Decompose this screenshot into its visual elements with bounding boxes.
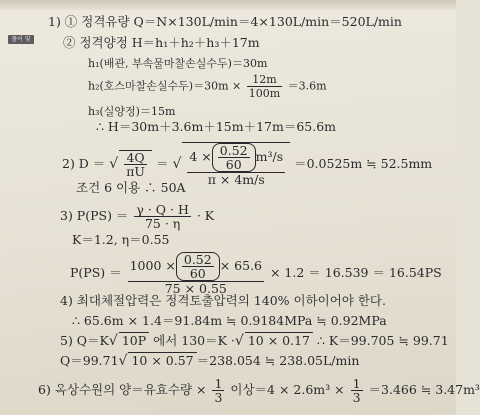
q2-inner-num: 0.52 — [219, 143, 248, 158]
q3-calc-label: P(PS) ＝ — [70, 265, 122, 280]
h2-result: ＝3.6m — [287, 79, 327, 93]
sqrt-symbol: √ — [109, 156, 119, 172]
q6-line — [38, 377, 480, 404]
q1-h2 — [88, 73, 327, 100]
q3-num: γ · Q · H — [136, 202, 189, 217]
q3-calculation — [70, 252, 442, 295]
page-top-shadow — [0, 0, 456, 10]
q3-calc-fraction — [128, 252, 264, 295]
q5-sqrt3: 10 × 0.57 — [128, 352, 196, 369]
h2-prefix: h₂(호스마찰손실수두)＝30m × — [88, 79, 242, 93]
h2-numerator: 12m — [247, 73, 282, 87]
q2-condition: 조건 6 이용 ∴ 50A — [76, 180, 186, 195]
q3-den: 75 · η — [144, 216, 181, 231]
q3-calc-inner — [182, 253, 214, 280]
q3-calc-num-pre: 1000 × — [129, 258, 176, 273]
q2-inner-den: 60 — [225, 157, 242, 172]
q2-eq: ＝ — [155, 156, 169, 171]
q3-calc-num — [128, 252, 264, 282]
q3-calc-paren — [176, 252, 220, 281]
q3-calc-result: × 1.2 ＝ 16.539 ＝ 16.54PS — [269, 265, 442, 280]
q2-sqrt-fraction — [124, 151, 147, 178]
h2-fraction — [247, 73, 282, 100]
q6-mid: 이상＝4 × 2.6m³ × — [230, 382, 345, 397]
q3-fraction — [134, 203, 190, 230]
q3-constants: K＝1.2, η＝0.55 — [72, 232, 170, 247]
q2-big-fraction — [187, 143, 285, 186]
q6-frac2-den: 3 — [352, 390, 361, 405]
q6-pre: 6) 옥상수원의 양＝유효수량 × — [38, 382, 207, 397]
q5-q-pre: Q＝99.71 — [60, 353, 119, 368]
q3-label: 3) P(PS) ＝ — [60, 208, 129, 223]
q3-calc-den: 75 × 0.55 — [164, 281, 227, 296]
q1-h1: h₁(배관, 부속물마찰손실수두)＝30m — [88, 57, 268, 70]
q6-frac1-num: 1 — [214, 376, 223, 391]
sqrt-symbol: √ — [108, 333, 118, 349]
q2-sqrt — [119, 150, 152, 178]
q5-pre: 5) Q＝K — [60, 333, 109, 348]
q1-rated-head: ② 정격양정 H＝h₁＋h₂＋h₃＋17m — [63, 35, 260, 50]
q2-sqrt-big — [182, 142, 290, 186]
q5-sqrt1: 10P — [119, 332, 149, 349]
q6-frac2-num: 1 — [352, 376, 361, 391]
q1-rated-flow: 1) ① 정격유량 Q＝N×130L/min＝4×130L/min＝520L/min — [48, 14, 402, 29]
q5-k-result: ∴ K＝99.705 ≒ 99.71 — [312, 333, 449, 348]
q6-frac2 — [351, 377, 363, 404]
q2-inner-paren — [212, 143, 256, 172]
q1-h-total: ∴ H＝30m＋3.6m＋15m＋17m＝65.6m — [96, 119, 337, 134]
q5-sqrt2: 10 × 0.17 — [245, 332, 313, 349]
q3-calc-num-post: × 65.6 — [219, 258, 262, 273]
answer-tag: 풀이 및 해설 — [8, 35, 34, 44]
q6-frac1 — [212, 377, 224, 404]
q5-q-result: ＝238.054 ≒ 238.05L/min — [196, 353, 360, 368]
sqrt-symbol: √ — [234, 333, 244, 349]
q5-line2 — [60, 352, 359, 369]
q2-big-den: π × 4m/s — [207, 172, 265, 187]
sqrt-symbol: √ — [172, 156, 182, 172]
q3-calc-inner-num: 0.52 — [183, 252, 212, 267]
q5-line1 — [60, 332, 449, 349]
q6-result: ＝3.466 ≒ 3.47m³ — [368, 382, 480, 397]
q2-sqrt-den: πU — [126, 164, 145, 179]
q5-mid: 에서 130＝K · — [149, 333, 235, 348]
q3-k: · K — [196, 208, 215, 223]
q6-frac1-den: 3 — [214, 390, 223, 405]
q2-sqrt-num: 4Q — [124, 151, 147, 165]
q2-inner-pre: 4 × — [189, 149, 212, 164]
q2-inner-fraction — [218, 144, 250, 171]
q2-label: 2) D ＝ — [62, 156, 106, 171]
h2-denominator: 100m — [248, 87, 281, 100]
q3-calc-inner-den: 60 — [189, 266, 206, 281]
q1-h3: h₃(실양정)＝15m — [88, 105, 176, 118]
q2-big-num — [187, 143, 285, 173]
q2-result: ＝0.0525m ≒ 52.5mm — [294, 156, 433, 171]
sqrt-symbol: √ — [118, 353, 128, 369]
q2-inner-post: m³/s — [255, 149, 284, 164]
q4-statement: 4) 최대체절압력은 정격토출압력의 140% 이하이어야 한다. — [60, 293, 386, 308]
q4-calc: ∴ 65.6m × 1.4＝91.84m ≒ 0.9184MPa ≒ 0.92MPa — [72, 313, 387, 328]
q3-formula — [60, 203, 214, 230]
